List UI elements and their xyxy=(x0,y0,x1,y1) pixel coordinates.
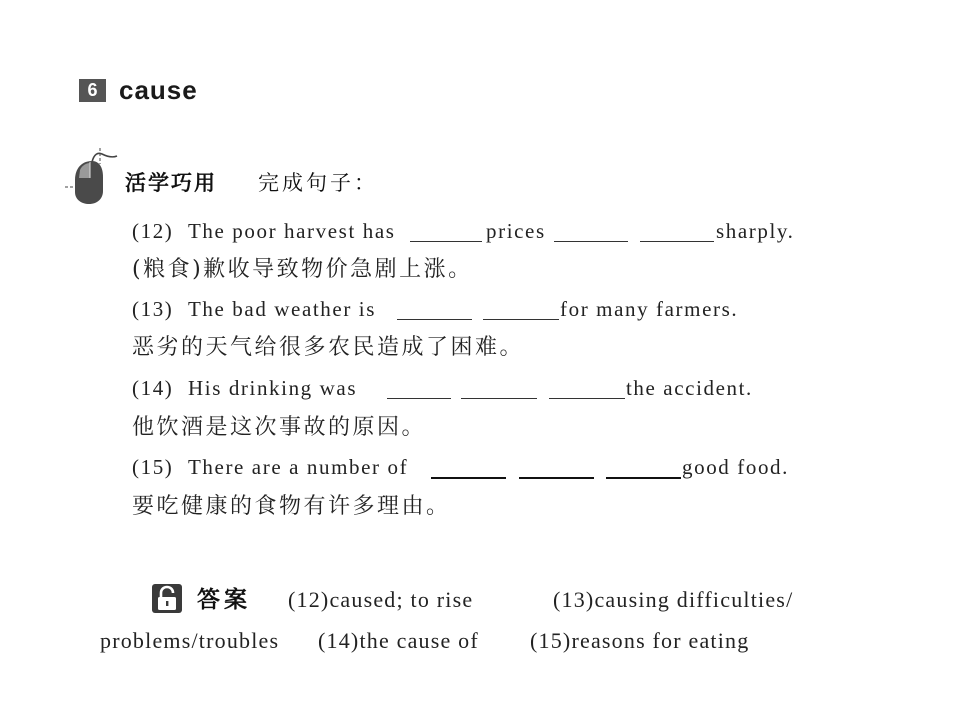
answer-blank xyxy=(549,398,625,399)
exercise-item-15 xyxy=(0,452,960,482)
sentence-segment: good food. xyxy=(682,455,789,479)
exercise-item-13 xyxy=(0,294,960,324)
sentence-segment: for many farmers. xyxy=(560,297,739,321)
answer-blank xyxy=(461,398,537,399)
answer-blank xyxy=(483,319,559,320)
answer-14: (14)the cause of xyxy=(318,628,479,653)
item-number: (12) xyxy=(132,219,174,243)
sentence-segment: There are a number of xyxy=(188,455,409,479)
answer-blank xyxy=(387,398,451,399)
sentence-segment: prices xyxy=(486,219,546,243)
answer-blank xyxy=(519,477,594,479)
section-keyword: cause xyxy=(119,75,198,105)
sentence-segment: sharply. xyxy=(716,219,795,243)
exercise-item-14 xyxy=(0,373,960,403)
section-number-badge: 6 xyxy=(79,79,106,102)
answer-13-part1: (13)causing difficulties/ xyxy=(553,587,794,612)
exercise-item-12 xyxy=(0,216,960,246)
answer-blank xyxy=(606,477,681,479)
translation: 恶劣的天气给很多农民造成了困难。 xyxy=(132,335,525,360)
answer-blank xyxy=(410,241,482,242)
mouse-icon xyxy=(60,144,122,208)
lock-icon xyxy=(152,584,182,613)
item-number: (13) xyxy=(132,297,174,321)
translation: 要吃健康的食物有许多理由。 xyxy=(132,494,451,519)
sentence-segment: His drinking was xyxy=(188,376,358,400)
practice-heading: 活学巧用 xyxy=(125,171,217,195)
practice-instruction: 完成句子： xyxy=(258,171,378,195)
answer-12: (12)caused; to rise xyxy=(288,587,474,612)
sentence-segment: The bad weather is xyxy=(188,297,376,321)
answer-15: (15)reasons for eating xyxy=(530,628,750,653)
answer-blank xyxy=(640,241,714,242)
item-number: (14) xyxy=(132,376,174,400)
answer-blank xyxy=(397,319,472,320)
answer-blank xyxy=(431,477,506,479)
answer-label: 答案 xyxy=(197,587,251,613)
answer-blank xyxy=(554,241,628,242)
sentence-segment: the accident. xyxy=(626,376,753,400)
item-number: (15) xyxy=(132,455,174,479)
translation: 他饮酒是这次事故的原因。 xyxy=(132,415,427,440)
translation: (粮食)歉收导致物价急剧上涨。 xyxy=(132,257,473,282)
answer-13-part2: problems/troubles xyxy=(100,628,280,653)
sentence-segment: The poor harvest has xyxy=(188,219,396,243)
